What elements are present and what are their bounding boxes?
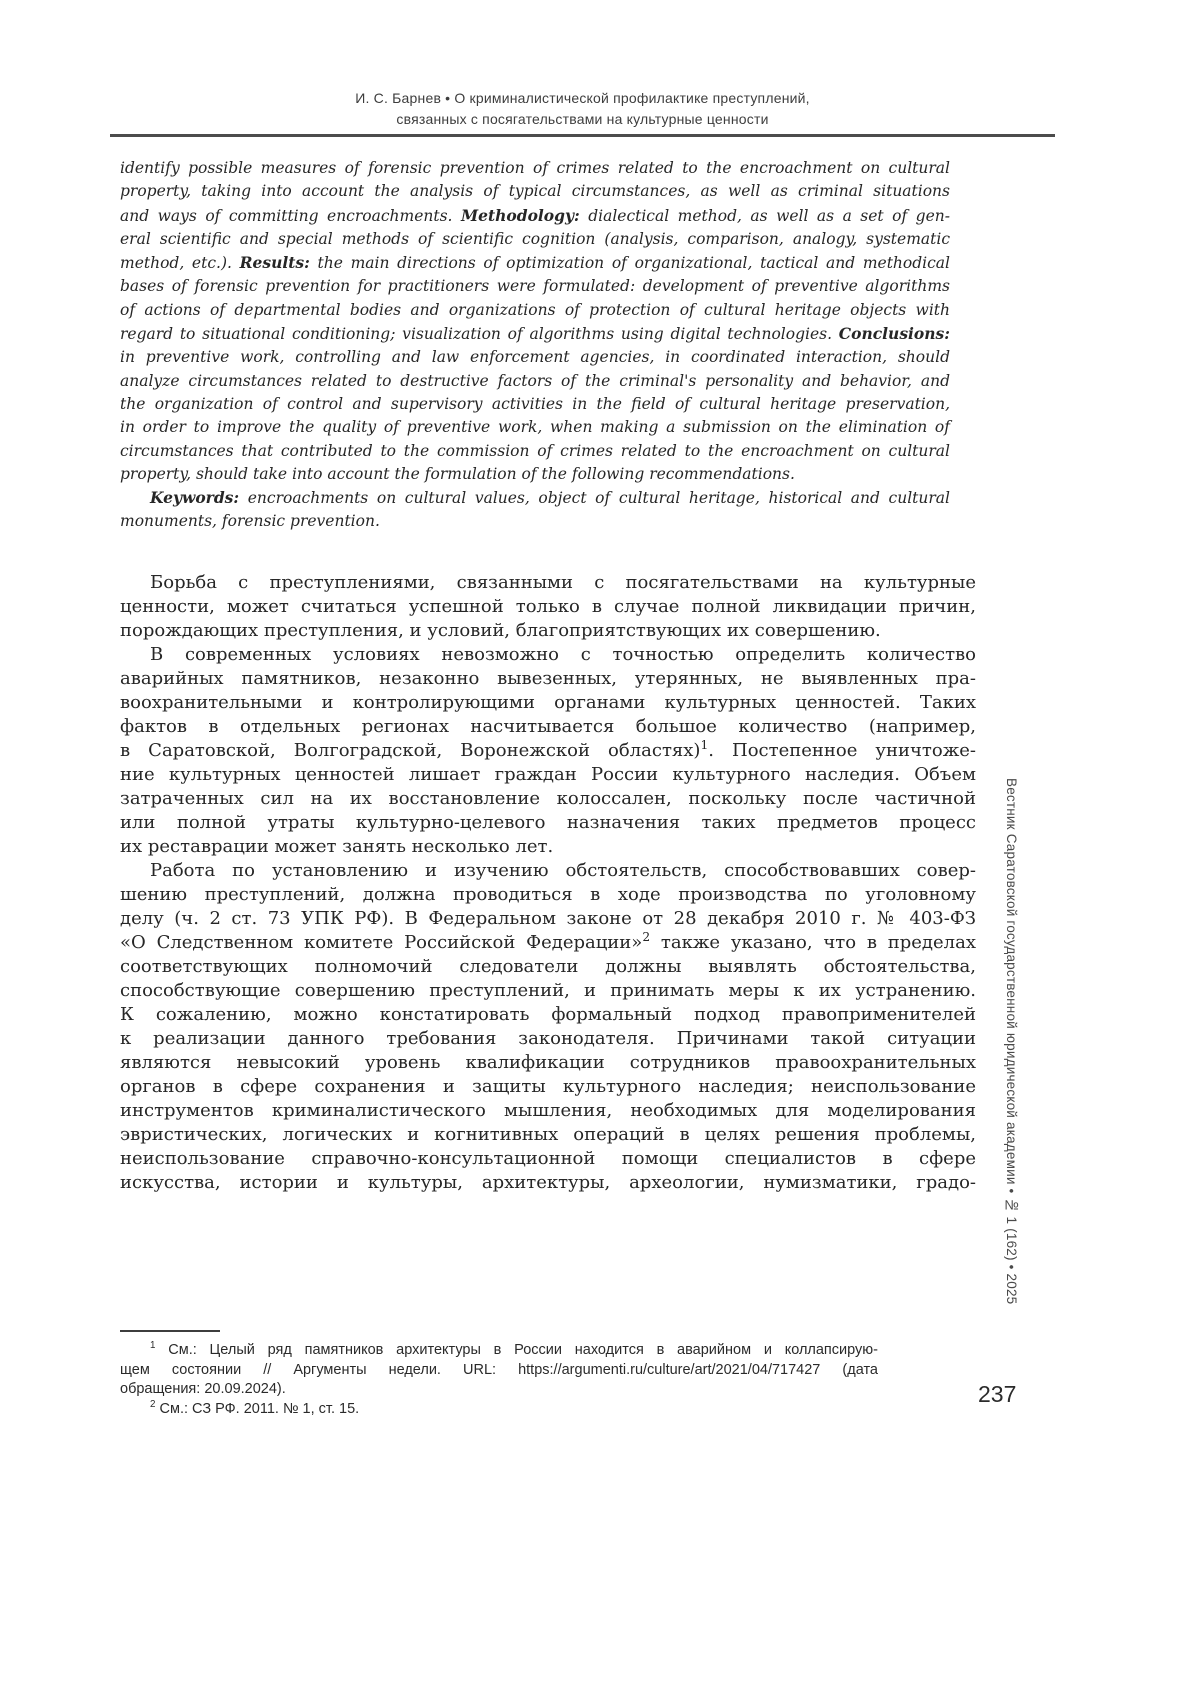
body-paragraph (120, 859, 976, 1195)
abstract-english (120, 157, 950, 534)
text-line: аварийных памятников, незаконно вывезенных, утерянных, не выявленных пра- (120, 668, 976, 689)
page-number: 237 (978, 1381, 1017, 1407)
text-line: В современных условиях невозможно с точностью определить количество (150, 644, 976, 665)
text-line: Борьба с преступлениями, связанными с посягательствами на культурные (150, 572, 976, 593)
text-line: соответствующих полномочий следователи должны выявлять обстоятельства, (120, 956, 976, 977)
footnotes-block (120, 1330, 878, 1420)
running-header (110, 88, 1055, 130)
text-line: эвристических, логических и когнитивных операций в целях решения проблемы, (120, 1124, 976, 1145)
text-line: к реализации данного требования законодателя. Причинами такой ситуации (120, 1028, 976, 1049)
text-line: ние культурных ценностей лишает граждан России культурного наследия. Объем (120, 764, 976, 785)
text-line: воохранительными и контролирующими органами культурных ценностей. Таких (120, 692, 976, 713)
text-line: инструментов криминалистического мышления, необходимых для моделирования (120, 1100, 976, 1121)
text-line: circumstances that contributed to the commission of crimes related to the encroachment on cultural (120, 441, 950, 460)
header-rule (110, 134, 1055, 137)
text-line: and ways of committing encroachments. Methodology: dialectical method, as well as a set of gen- (120, 205, 950, 225)
running-header-line2: связанных с посягательствами на культурные ценности (396, 111, 769, 127)
text-line: property, taking into account the analysis of typical circumstances, as well as criminal situations (120, 182, 950, 201)
text-line: порождающих преступления, и условий, благоприятствующих их совершению. (120, 620, 881, 641)
text-line: property, should take into account the formulation of the following recommendations. (120, 464, 795, 483)
text-line: «О Следственном комитете Российской Федерации»$^2$ также указано, что в пределах (120, 930, 976, 953)
text-line: regard to situational conditioning; visualization of algorithms using digital technologies. Conclusions: (120, 324, 950, 344)
text-line: их реставрации может занять несколько лет. (120, 836, 554, 857)
running-header-line1: И. С. Барнев • О криминалистической профилактике преступлений, (355, 90, 810, 106)
text-line: monuments, forensic prevention. (120, 512, 380, 531)
text-line: identify possible measures of forensic prevention of crimes related to the encroachment on cultural (120, 159, 950, 177)
text-line: in order to improve the quality of preventive work, when making a submission on the elimination of (120, 418, 950, 437)
text-line: фактов в отдельных регионах насчитывается большое количество (например, (120, 716, 976, 737)
text-line: eral scientific and special methods of scientific cognition (analysis, comparison, analogy, systematic (120, 229, 950, 248)
text-line: в Саратовской, Волгоградской, Воронежской областях)$^1$. Постепенное уничтоже- (120, 738, 976, 761)
text-line: in preventive work, controlling and law enforcement agencies, in coordinated interaction, should (120, 348, 950, 367)
text-line: analyze circumstances related to destructive factors of the criminal's personality and behavior, and (120, 371, 950, 390)
text-line: органов в сфере сохранения и защиты культурного наследия; неиспользование (120, 1076, 976, 1097)
text-line: затраченных сил на их восстановление колоссален, поскольку после частичной (120, 788, 976, 809)
footnote-rule (120, 1330, 220, 1332)
text-line: способствующие совершению преступлений, и принимать меры к их устранению. (120, 980, 976, 1001)
text-line: обращения: 20.09.2024). (120, 1381, 286, 1398)
text-line: $^1$ См.: Целый ряд памятников архитектуры в России находится в аварийном и коллапсирую- (150, 1340, 878, 1358)
text-line: $^2$ См.: СЗ РФ. 2011. № 1, ст. 15. (150, 1399, 360, 1418)
text-line: являются невысокий уровень квалификации сотрудников правоохранительных (120, 1052, 976, 1073)
text-line: К сожалению, можно констатировать формальный подход правоприменителей (120, 1004, 976, 1025)
journal-spine-caption: Вестник Саратовской государственной юридической академии • № 1 (162) • 2025 (1004, 778, 1019, 1305)
text-line: method, etc.). Results: the main directions of optimization of organizational, tactical and methodical (120, 253, 950, 273)
text-line: делу (ч. 2 ст. 73 УПК РФ). В Федеральном законе от 28 декабря 2010 г. № 403-ФЗ (120, 908, 976, 929)
text-line: щем состоянии // Аргументы недели. URL: https://argumenti.ru/culture/art/2021/04/717427 (дата (120, 1361, 878, 1378)
footnote-text (120, 1341, 878, 1420)
text-line: ценности, может считаться успешной только в случае полной ликвидации причин, (120, 596, 976, 617)
text-line: неиспользование справочно-консультационной помощи специалистов в сфере (120, 1148, 976, 1169)
body-paragraph (120, 643, 976, 859)
text-line: the organization of control and supervisory activities in the field of cultural heritage preservation, (120, 394, 950, 413)
text-line: Keywords: encroachments on cultural values, object of cultural heritage, historical and cultural (150, 488, 950, 508)
text-line: bases of forensic prevention for practitioners were formulated: development of preventive algorithms (120, 277, 950, 296)
body-paragraph (120, 571, 976, 643)
text-line: of actions of departmental bodies and organizations of protection of cultural heritage objects with (120, 300, 950, 319)
text-line: Работа по установлению и изучению обстоятельств, способствовавших совер- (150, 860, 976, 881)
article-body (120, 571, 976, 1195)
text-line: шению преступлений, должна проводиться в ходе производства по уголовному (120, 884, 976, 905)
text-line: искусства, истории и культуры, архитектуры, археологии, нумизматики, градо- (120, 1172, 976, 1193)
text-line: или полной утраты культурно-целевого назначения таких предметов процесс (120, 812, 976, 833)
